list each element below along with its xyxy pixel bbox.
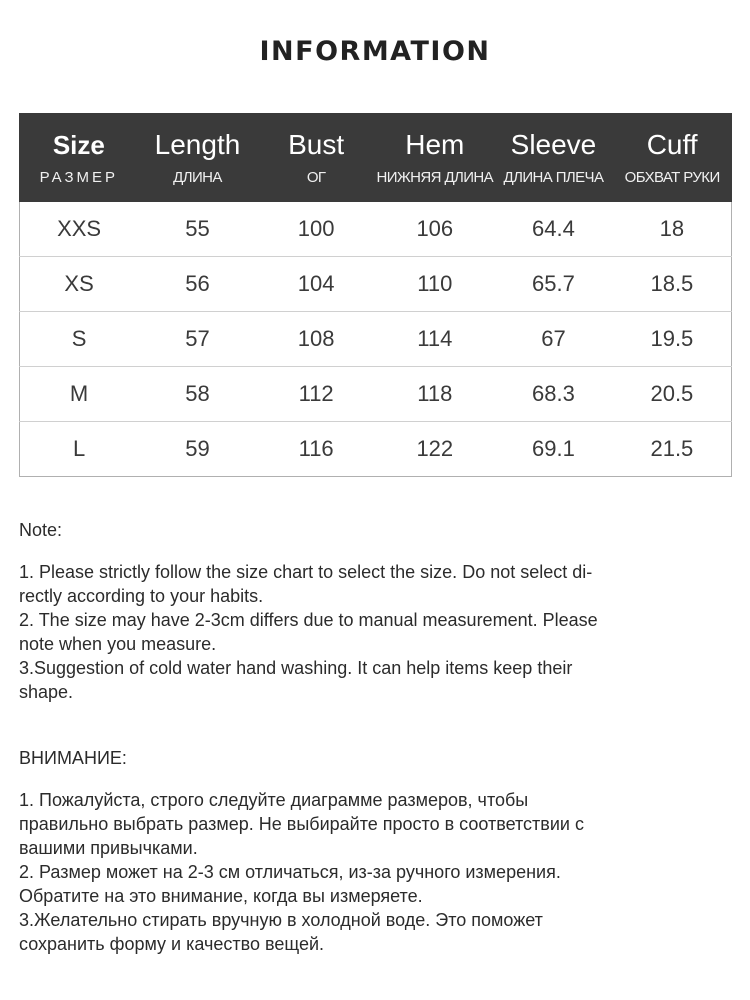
cell-length: 58 <box>138 367 257 422</box>
cell-bust: 112 <box>257 367 376 422</box>
cell-length: 55 <box>138 202 257 257</box>
header-sublabel: НИЖНЯЯ ДЛИНА <box>376 168 494 186</box>
header-label: Length <box>154 128 241 160</box>
cell-hem: 106 <box>375 202 494 257</box>
cell-bust: 108 <box>257 312 376 367</box>
cell-sleeve: 65.7 <box>494 257 613 312</box>
cell-size: L <box>20 422 139 477</box>
table-row <box>20 422 732 477</box>
table-header-row <box>20 114 732 202</box>
header-sublabel: РАЗМЕР <box>39 168 119 186</box>
header-label: Size <box>52 129 105 160</box>
note-line: сохранить форму и качество вещей. <box>19 934 325 954</box>
header-length <box>138 114 257 202</box>
cell-bust: 100 <box>257 202 376 257</box>
note-line: note when you measure. <box>19 634 217 654</box>
cell-bust: 104 <box>257 257 376 312</box>
cell-size: XS <box>20 257 139 312</box>
cell-hem: 122 <box>375 422 494 477</box>
cell-size: S <box>20 312 139 367</box>
table-row <box>20 312 732 367</box>
header-sublabel: ОГ <box>306 168 326 186</box>
header-sleeve <box>494 114 613 202</box>
header-bust <box>257 114 376 202</box>
cell-length: 56 <box>138 257 257 312</box>
note-heading: ВНИМАНИЕ: <box>19 748 127 768</box>
note-line: 2. The size may have 2-3cm differs due to manual measurement. Please <box>19 610 598 630</box>
header-label: Cuff <box>646 128 698 160</box>
header-cuff <box>613 114 732 202</box>
cell-hem: 110 <box>375 257 494 312</box>
table-row <box>20 257 732 312</box>
cell-size: XXS <box>20 202 139 257</box>
header-hem <box>375 114 494 202</box>
note-line: Обратите на это внимание, когда вы измеряете. <box>19 886 423 906</box>
note-line: вашими привычками. <box>19 838 198 858</box>
cell-length: 59 <box>138 422 257 477</box>
cell-sleeve: 64.4 <box>494 202 613 257</box>
cell-length: 57 <box>138 312 257 367</box>
note-line: rectly according to your habits. <box>19 586 264 606</box>
table-row <box>20 367 732 422</box>
english-notes <box>19 518 719 704</box>
cell-bust: 116 <box>257 422 376 477</box>
header-sublabel: ДЛИНА <box>173 168 222 186</box>
note-line: 2. Размер может на 2-3 см отличаться, из-за ручного измерения. <box>19 862 561 882</box>
note-line: 3.Желательно стирать вручную в холодной воде. Это поможет <box>19 910 543 930</box>
table-row <box>20 202 732 257</box>
cell-hem: 118 <box>375 367 494 422</box>
note-line: правильно выбрать размер. Не выбирайте просто в соответствии с <box>19 814 584 834</box>
cell-cuff: 18.5 <box>613 257 732 312</box>
size-chart-table <box>19 113 732 477</box>
cell-cuff: 20.5 <box>613 367 732 422</box>
cell-cuff: 21.5 <box>613 422 732 477</box>
cell-cuff: 18 <box>613 202 732 257</box>
cell-sleeve: 69.1 <box>494 422 613 477</box>
header-label: Bust <box>288 128 345 160</box>
russian-notes <box>19 746 719 956</box>
note-heading: Note: <box>19 520 63 540</box>
cell-sleeve: 67 <box>494 312 613 367</box>
header-label: Hem <box>405 128 465 160</box>
note-line: 1. Please strictly follow the size chart to select the size. Do not select di- <box>19 562 593 582</box>
header-size <box>20 114 139 202</box>
cell-hem: 114 <box>375 312 494 367</box>
note-line: 3.Suggestion of cold water hand washing. It can help items keep their <box>19 658 573 678</box>
cell-sleeve: 68.3 <box>494 367 613 422</box>
header-sublabel: ДЛИНА ПЛЕЧА <box>503 168 604 186</box>
page-title: INFORMATION <box>259 36 491 67</box>
note-line: shape. <box>19 682 74 702</box>
header-label: Sleeve <box>510 128 597 160</box>
cell-size: M <box>20 367 139 422</box>
header-sublabel: ОБХВАТ РУКИ <box>624 168 720 186</box>
cell-cuff: 19.5 <box>613 312 732 367</box>
note-line: 1. Пожалуйста, строго следуйте диаграмме размеров, чтобы <box>19 790 529 810</box>
